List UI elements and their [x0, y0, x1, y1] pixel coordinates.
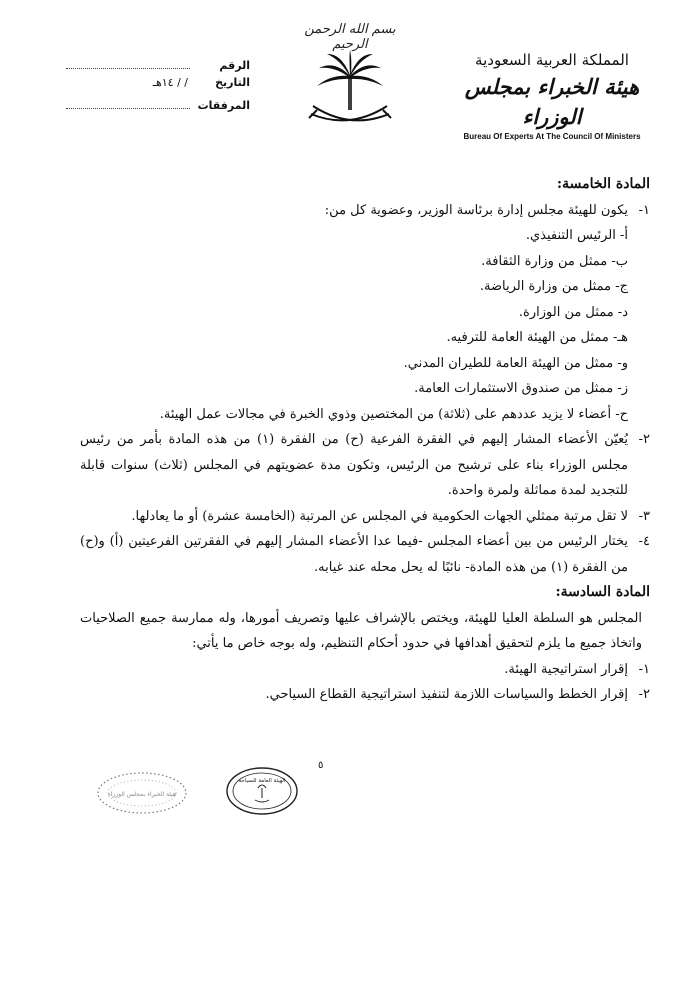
item-number: ٣- — [638, 508, 650, 524]
attachments-label: المرفقات — [197, 99, 250, 112]
subitem: و- ممثل من الهيئة العامة للطيران المدني. — [403, 355, 628, 371]
article-6-heading: المادة السادسة: — [555, 584, 650, 600]
item-text: إقرار استراتيجية الهيئة. — [504, 661, 628, 677]
subitem: ب- ممثل من وزارة الثقافة. — [481, 253, 628, 269]
article-5-item-4 — [80, 529, 650, 580]
item-text: لا تقل مرتبة ممثلي الجهات الحكومية في المجلس عن المرتبة (الخامسة عشرة) أو ما يعادلها. — [131, 508, 628, 524]
item-text: يكون للهيئة مجلس إدارة برئاسة الوزير، وعضوية كل من: — [324, 202, 628, 218]
date-row — [60, 76, 250, 96]
reference-label: الرقم — [219, 59, 250, 72]
item-text: يُعيّن الأعضاء المشار إليهم في الفقرة الفرعية (ح) من الفقرة (١) من هذه المادة بأمر من رئيس مجلس الوزراء بناء على ترشيح من الرئيس، وتكون مدة عضويتهم في المجلس (ثلاث) سنوات قابلة للتجديد لمدة مماثلة ولمرة واحدة. — [80, 432, 628, 498]
subitem: ز- ممثل من صندوق الاستثمارات العامة. — [414, 381, 628, 396]
article-6-intro: المجلس هو السلطة العليا للهيئة، ويختص بالإشراف عليها وتصريف أمورها، وله ممارسة جميع الصلاحيات واتخاذ جميع ما يلزم لتحقيق أهدافها في حدود أحكام التنظيم، وله بوجه خاص ما يأتي: — [80, 610, 642, 651]
attachments-line — [66, 96, 190, 109]
letterhead — [0, 0, 700, 140]
document-body — [80, 172, 650, 708]
subitem: أ- الرئيس التنفيذي. — [525, 228, 628, 243]
item-number: ٢- — [638, 687, 650, 702]
article-6-item-2 — [80, 682, 650, 708]
item-text: إقرار الخطط والسياسات اللازمة لتنفيذ استراتيجية القطاع السياحي. — [265, 687, 628, 702]
palm-swords-emblem-icon — [305, 48, 395, 133]
article-5-item-1 — [80, 198, 650, 224]
subitem: ج- ممثل من وزارة الرياضة. — [479, 279, 628, 294]
bureau-name-arabic: هيئة الخبراء بمجلس الوزراء — [464, 74, 640, 129]
date-value: / / ١٤هـ — [152, 76, 188, 89]
article-5-item-2 — [80, 427, 650, 504]
basmala: بسم الله الرحمن الرحيم — [304, 22, 396, 52]
subitem: هـ- ممثل من الهيئة العامة للترفيه. — [446, 330, 628, 345]
subitem: ح- أعضاء لا يزيد عددهم على (ثلاثة) من المختصين وذوي الخبرة في مجالات عمل الهيئة. — [159, 406, 628, 422]
stamp-text: الهيئة العامة للسياحة — [238, 778, 286, 784]
article-5-item-3 — [80, 504, 650, 530]
page-number: ٥ — [318, 760, 324, 771]
date-label: التاريخ — [215, 76, 250, 89]
subitem: د- ممثل من الوزارة. — [518, 304, 628, 320]
official-stamp-icon — [225, 766, 299, 816]
dotted-seal-icon — [95, 770, 190, 816]
reference-row — [60, 56, 250, 76]
item-number: ١- — [638, 202, 650, 218]
bureau-name-english: Bureau Of Experts At The Council Of Ministers — [463, 132, 641, 141]
item-text: يختار الرئيس من بين أعضاء المجلس -فيما عدا الأعضاء المشار إليهم في الفقرتين الفرعيتين (أ) و(ح) من الفقرة (١) من هذه المادة- نائبًا له يحل محله عند غيابه. — [80, 534, 628, 575]
reference-fields — [60, 56, 250, 116]
article-6-item-1 — [80, 657, 650, 683]
kingdom-name: المملكة العربية السعودية — [475, 51, 629, 69]
attachments-row — [60, 96, 250, 116]
item-number: ٢- — [638, 432, 650, 447]
item-number: ٤- — [638, 534, 650, 549]
seal-text: هيئة الخبراء بمجلس الوزراء — [107, 791, 177, 798]
organization-name-block — [452, 50, 652, 142]
reference-line — [66, 56, 190, 69]
item-number: ١- — [638, 661, 650, 677]
article-5-heading: المادة الخامسة: — [556, 176, 650, 192]
